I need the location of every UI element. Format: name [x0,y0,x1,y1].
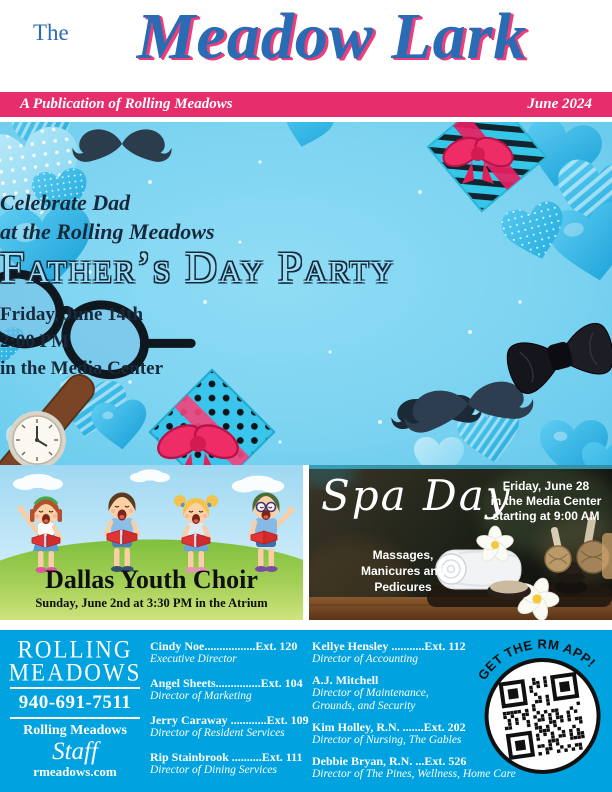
staff-name: Jerry Caraway ............Ext. 109 [150,713,309,727]
hero-decorations [0,122,612,465]
staff-entry [150,640,309,666]
rm-app-qr [476,632,608,790]
choir-subtitle: Sunday, June 2nd at 3:30 PM in the Atrium [35,596,268,610]
hero-intro-line1: Celebrate Dad [0,190,131,215]
powder-bowl [487,581,531,601]
choir-title: Dallas Youth Choir [45,565,258,594]
spa-schedule-date: Friday, June 28 [502,479,590,493]
spa-title: Spa Day [321,471,512,520]
bottom-sections [0,465,612,620]
phone-number: 940-691-7511 [18,692,132,713]
staff-name: Kim Holley, R.N. .......Ext. 202 [312,720,466,734]
spa-bottle [602,533,612,579]
website-url: rmeadows.com [33,764,117,779]
staff-name: Debbie Bryan, R.N. ...Ext. 526 [312,754,467,768]
staff-title: Executive Director [150,653,237,665]
staff-name: Cindy Noe.................Ext. 120 [150,639,298,653]
fathers-day-hero [0,122,612,465]
qr-label: GET THE RM APP! [476,636,599,683]
logo-line-2: MEADOWS [8,659,142,686]
spa-schedule-place: in the Media Center [490,494,602,508]
spa-schedule-time: starting at 9:00 AM [492,509,600,523]
staff-name: Rip Stainbrook ..........Ext. 111 [150,750,303,764]
newsletter-title: Meadow Lark [136,0,528,73]
hero-time: 2:00 PM [0,331,70,352]
rolling-meadows-logo [8,638,142,780]
footer [0,630,612,792]
staff-title: Director of Resident Services [150,727,285,739]
hero-schedule [0,301,612,382]
org-name: Rolling Meadows [23,723,127,738]
staff-name: Kellye Hensley ...........Ext. 112 [312,639,466,653]
water-edge [309,465,612,469]
choir-section [0,465,303,620]
publication-banner [0,92,612,117]
staff-title: Director of The Pines, Wellness, Home Care [312,768,516,780]
mustache-icon-top [72,129,171,162]
staff-heading: Staff [52,738,98,765]
gift-icon-polka [150,370,274,465]
staff-title: Director of Marketing [150,690,252,702]
hero-intro-line2: at the Rolling Meadows [0,219,215,245]
fathers-day-title: Father’s Day Party [0,243,395,292]
staff-title: Director of Nursing, The Gables [312,734,462,746]
hero-date: Friday, June 14th [0,304,144,325]
spa-service-2: Manicures and [360,564,446,579]
hero-location: in the Media Center [0,358,164,379]
divider [10,717,140,719]
staff-entry [150,751,309,777]
spa-section [309,465,612,620]
spa-schedule [486,479,606,524]
publication-subtitle: A Publication of Rolling Meadows [20,96,233,112]
staff-title: Director of Maintenance, Grounds, and Security [312,687,429,712]
hero-intro [0,188,612,246]
staff-entry [150,714,309,740]
logo-line-1: ROLLING [17,636,133,663]
masthead [0,0,612,92]
staff-column-1 [150,640,309,788]
qr-code [476,632,608,790]
divider [10,687,140,689]
staff-name: Angel Sheets...............Ext. 104 [150,676,303,690]
staff-title: Director of Accounting [312,653,419,665]
staff-title: Director of Dining Services [150,764,278,776]
masthead-kicker: The [33,20,69,45]
staff-name: A.J. Mitchell [312,673,379,687]
issue-date: June 2024 [527,96,592,112]
spa-service-3: Pedicures [374,580,432,595]
spa-service-1: Massages, [372,548,434,562]
spa-services [345,547,461,596]
staff-entry [150,677,309,703]
